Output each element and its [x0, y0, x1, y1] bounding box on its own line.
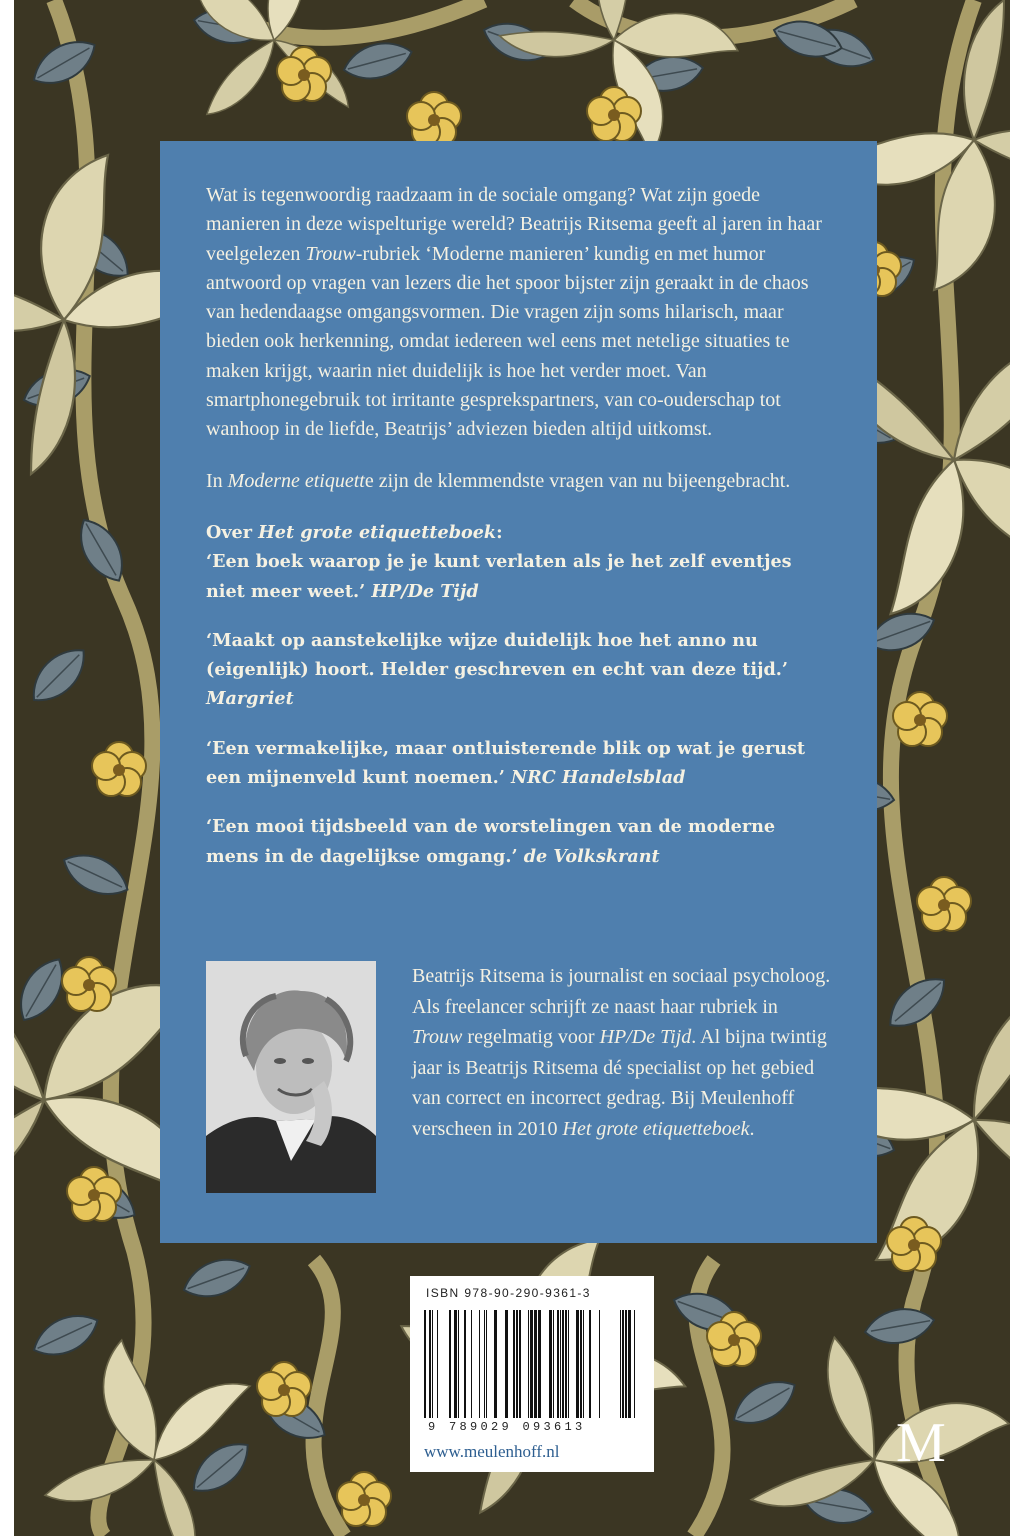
blurb-paragraph-2 [206, 467, 831, 496]
author-portrait-illustration [206, 961, 376, 1193]
barcode-bar [620, 1310, 621, 1418]
bio-text: regelmatig voor [462, 1026, 600, 1048]
barcode-bar [583, 1310, 584, 1418]
quotes-intro-post: : [496, 521, 503, 543]
blurb-italic-trouw: Trouw [305, 242, 356, 265]
barcode-bars [424, 1310, 640, 1418]
barcode-bar [424, 1310, 426, 1418]
barcode-bar [486, 1310, 487, 1418]
barcode-bar [565, 1310, 567, 1418]
quote-source: de Volkskrant [523, 845, 660, 867]
quote-text: ‘Een mooi tijdsbeeld van de worstelingen van de moderne mens in de dagelijkse omgang.’ [206, 816, 776, 867]
author-bio [412, 961, 832, 1144]
book-back-cover [14, 0, 1010, 1536]
barcode-bar [432, 1310, 433, 1418]
barcode-bar [458, 1310, 459, 1418]
quotes-intro-pre: Over [206, 521, 259, 543]
barcode-bar [553, 1310, 554, 1418]
blurb-p2-title: Moderne etiquett [227, 469, 365, 492]
barcode-bar [513, 1310, 515, 1418]
barcode-bar [479, 1310, 480, 1418]
blurb-text-rest: -rubriek ‘Moderne manieren’ kundig en met humor antwoord op vragen van lezers die het spoor bijster zijn geraakt in de chaos van hedendaagse omgangsvormen. Die vragen zijn soms hilarisch, maar bieden ook herkenning, omdat iedereen wel eens met netelige situaties te maken krijgt, waarin niet duidelijk is hoe het verder moet. Van smartphonegebruik tot irritante gesprekspartners, van co-ouderschap tot wanhoop in de liefde, Beatrijs’ adviezen bieden altijd uitkomst. [206, 242, 809, 441]
publisher-url: www.meulenhoff.nl [424, 1442, 560, 1461]
barcode-bar [429, 1310, 431, 1418]
barcode-bar [628, 1310, 631, 1418]
bio-italic: Het grote etiquetteboek [562, 1117, 750, 1140]
quote-source: HP/De Tijd [371, 580, 479, 602]
quotes-intro-title: Het grote etiquetteboek [258, 521, 497, 543]
blurb-p2-rest: e zijn de klemmendste vragen van nu bijeengebracht. [364, 469, 791, 492]
blurb-p2-pre: In [206, 469, 228, 492]
barcode-bar [437, 1310, 438, 1418]
barcode-bar [557, 1310, 559, 1418]
quote-item [206, 812, 831, 871]
bio-text: . [749, 1117, 755, 1140]
bio-italic: Trouw [412, 1026, 463, 1048]
barcode-bar [464, 1310, 466, 1418]
barcode-box [410, 1276, 654, 1472]
barcode-bar [505, 1310, 508, 1418]
author-section [206, 961, 831, 1201]
quote-text: ‘Een boek waarop je je kunt verlaten als je het zelf eventjes niet meer weet.’ [206, 551, 792, 602]
barcode-bar [494, 1310, 497, 1418]
publisher-logo: M [896, 1412, 946, 1474]
quote-item [206, 547, 831, 606]
quote-item [206, 626, 831, 714]
barcode-bar [534, 1310, 537, 1418]
quote-block-1 [206, 518, 831, 606]
quote-text: ‘Een vermakelijke, maar ontluisterende blik op wat je gerust een mijnenveld kunt noemen.’ [206, 737, 806, 789]
barcode-bar [562, 1310, 564, 1418]
barcode-bar [516, 1310, 518, 1418]
barcode-number: 9 789029 093613 [428, 1420, 586, 1434]
quote-source: Margriet [206, 688, 294, 710]
barcode-bar [519, 1310, 521, 1418]
blurb-panel [160, 141, 877, 1243]
blurb-paragraph-1 [206, 181, 831, 445]
barcode-bar [549, 1310, 552, 1418]
barcode-bar [471, 1310, 472, 1418]
quote-source: NRC Handelsblad [511, 767, 686, 789]
barcode-bar [449, 1310, 451, 1418]
barcode-bar [589, 1310, 591, 1418]
blurb-text: Wat is tegenwoordig raadzaam in de sociale omgang? Wat zijn goede manieren in deze wispelturige wereld? Beatrijs Ritsema geeft al jaren in haar veelgelezen [206, 184, 822, 265]
barcode-bar [538, 1310, 541, 1418]
barcode-bar [454, 1310, 457, 1418]
barcode-bar [560, 1310, 561, 1418]
barcode-bar [625, 1310, 627, 1418]
barcode-bar [622, 1310, 624, 1418]
bio-text: Beatrijs Ritsema is journalist en sociaal psycholoog. Als freelancer schrijft ze naast haar rubriek in [412, 965, 831, 1018]
isbn-label: ISBN 978-90-290-9361-3 [426, 1286, 591, 1300]
barcode-bar [484, 1310, 485, 1418]
bio-text: . Al bijna twintig jaar is Beatrijs Ritsema dé specialist op het gebied van correct en incorrect gedrag. Bij Meulenhoff verscheen in 2010 [412, 1026, 827, 1140]
barcode-bar [580, 1310, 582, 1418]
barcode-bar [568, 1310, 569, 1418]
quote-text: ‘Maakt op aanstekelijke wijze duidelijk hoe het anno nu (eigenlijk) hoort. Helder geschreven en echt van deze tijd.’ [206, 629, 788, 681]
barcode-bar [576, 1310, 579, 1418]
author-photo [206, 961, 376, 1193]
bio-italic: HP/De Tijd [599, 1026, 692, 1048]
barcode-bar [634, 1310, 635, 1418]
barcode-bar [530, 1310, 533, 1418]
quote-item [206, 734, 831, 793]
barcode-bar [599, 1310, 600, 1418]
quotes-intro [206, 518, 831, 547]
barcode-bar [528, 1310, 529, 1418]
